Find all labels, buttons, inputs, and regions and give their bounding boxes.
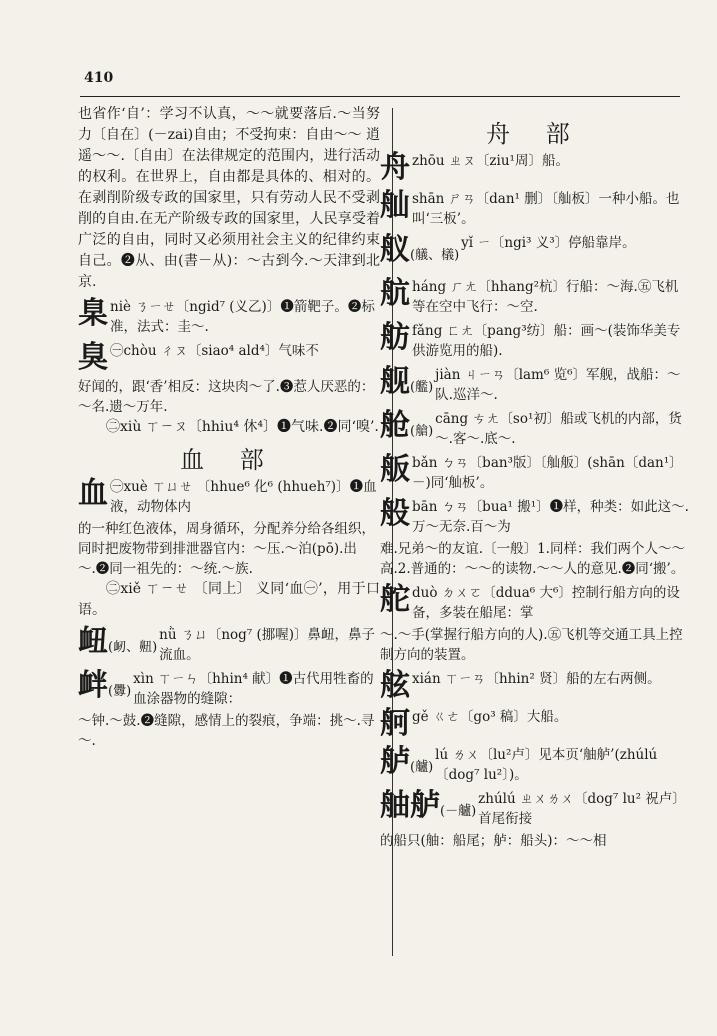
- entry-xin: [78, 669, 380, 709]
- section-title-xue: 血 部: [180, 446, 278, 474]
- definition: yǐ ㄧ〔ngi³ 义³〕停船靠岸。: [461, 235, 636, 251]
- headword: 舫: [380, 320, 410, 355]
- definition: duò ㄉㄨㄛ〔ddua⁶ 大⁶〕控制行船方向的设备，多装在船尾：掌: [412, 585, 680, 621]
- headword: 舨: [380, 452, 410, 487]
- variant-forms: (－艫): [440, 804, 477, 819]
- headword: 臬: [78, 296, 108, 331]
- headword: 臭: [78, 340, 108, 375]
- entry-xue: [78, 477, 380, 517]
- entry-yi: [380, 233, 690, 273]
- entry-hang: [380, 277, 690, 317]
- definition: jiàn ㄐㄧㄢ〔lam⁶ 览⁶〕军舰，战船：～队.巡洋～.: [435, 367, 681, 403]
- definition: zhōu ㄓㄡ〔ziu¹周〕船。: [412, 153, 569, 169]
- entry-ge: [380, 707, 690, 741]
- left-column: [78, 104, 380, 751]
- definition: ㊀chòu ㄔㄡ〔siao⁴ ald⁴〕气味不: [110, 343, 319, 359]
- definition: gě ㄍㄜ〔go³ 稿〕大船。: [412, 709, 568, 725]
- definition-continued: 难.兄弟～的友谊.〔一般〕1.同样：我们两个人～～高.2.普通的：～～的读物.～～人的意见.❷同‘搬’。: [380, 541, 685, 577]
- definition: xián ㄒㄧㄢ〔hhin² 贤〕船的左右两侧。: [412, 671, 661, 687]
- section-title-zhou: 舟 部: [486, 120, 584, 148]
- definition: xìn ㄒㄧㄣ〔hhin⁴ 献〕❶古代用牲畜的血涂器物的缝隙：: [133, 671, 374, 707]
- right-column: [380, 104, 690, 851]
- entry-xiu: ㊁xiù ㄒㄧㄡ〔hhiu⁴ 休⁴〕❶气味.❷同‘嗅’.: [106, 419, 379, 435]
- entry-zhou: [380, 151, 690, 185]
- headword: 舻(艫): [380, 744, 434, 779]
- entry-nie: [78, 297, 380, 337]
- definition-continued: ～钟.～鼓.❷缝隙，感情上的裂痕，争端：挑～.寻～.: [78, 713, 375, 749]
- headword: 舱(艙): [380, 408, 434, 443]
- variant-forms: (釁): [108, 684, 132, 699]
- definition: lú ㄌㄨ〔lu²卢〕见本页‘舳舻’(zhúlú〔dog⁷ lu²〕)。: [435, 747, 658, 783]
- definition: fǎng ㄈㄤ〔pang³纺〕船：画～(装饰华美专供游览用的船).: [412, 323, 681, 359]
- entry-nu: [78, 625, 380, 665]
- variant-forms: (艤、檥): [410, 248, 460, 263]
- definition: shān ㄕㄢ〔dan¹ 删〕〔舢板〕一种小船。也叫‘三板’。: [412, 191, 680, 227]
- definition: zhúlú ㄓㄨㄌㄨ〔dog⁷ lu² 祝卢〕首尾衔接: [478, 791, 686, 827]
- headword: 舸: [380, 706, 410, 741]
- headword: 舷: [380, 668, 410, 703]
- headword: 舢: [380, 188, 410, 223]
- definition: niè ㄋㄧㄝ〔ngid⁷ (义乙)〕❶箭靶子。❷标准，法式：圭～.: [110, 299, 375, 335]
- entry-fang: [380, 321, 690, 361]
- entry-cang: [380, 409, 690, 449]
- entry-jian: [380, 365, 690, 405]
- definition: bān ㄅㄢ〔bua¹ 搬¹〕❶样，种类：如此这～.万～无奈.百～为: [412, 499, 689, 535]
- headword: 血: [78, 476, 108, 511]
- headword: 衅(釁): [78, 668, 132, 703]
- definition: nǜ ㄋㄩ〔nog⁷ (挪喔)〕鼻衄，鼻子流血。: [159, 627, 376, 663]
- entry-chou: [78, 341, 380, 375]
- entry-zhulu: [380, 789, 690, 829]
- entry-xie: ㊁xiě ㄒㄧㄝ 〔同上〕 义同‘血㊀’，用于口语。: [78, 581, 380, 618]
- entry-ban2: [380, 497, 690, 537]
- entry-xian: [380, 669, 690, 703]
- headword: 航: [380, 276, 410, 311]
- entry-continuation: 也省作‘自’：学习不认真，～～就要落后.～当努力〔自在〕(－zai)自由；不受拘束：自由～～ 逍遥～～.〔自由〕在法律规定的范围内，进行活动的权利。在世界上，自由都是具体的、相对的。在剥削阶级专政的国家里，只有劳动人民不受剥削的自由.在无产阶级专政的国家里，人民享受着广泛的自由，同时又必须用社会主义的纪律约束自己。❷从、由(書－从)：～古到今.～天津到北京.: [78, 106, 380, 290]
- definition-continued: 的一种红色液体，周身循环，分配养分给各组织，同时把废物带到排泄器官内：～压.～泊(pō).出～.❷同一祖先的：～统.～族.: [78, 521, 375, 577]
- variant-forms: (衂、䶊): [108, 640, 158, 655]
- headword: 舟: [380, 150, 410, 185]
- definition: ㊀xuè ㄒㄩㄝ 〔hhue⁶ 化⁶ (hhueh⁷)〕❶血液，动物体内: [110, 479, 377, 515]
- top-rule: [80, 96, 680, 97]
- entry-lu: [380, 745, 690, 785]
- definition-continued: 好闻的，跟‘香’相反：这块肉～了.❸惹人厌恶的：～名.遗～万年.: [78, 379, 375, 415]
- headword: 舣(艤、檥): [380, 232, 460, 267]
- headword: 舳舻(－艫): [380, 788, 477, 823]
- definition-continued: ～.～手(掌握行船方向的人).㊄飞机等交通工具上控制方向的装置。: [380, 627, 683, 663]
- definition: háng ㄏㄤ〔hhang²杭〕行船：～海.㊄飞机等在空中飞行：～空.: [412, 279, 679, 315]
- variant-forms: (艙): [410, 424, 434, 439]
- entry-shan: [380, 189, 690, 229]
- definition: bǎn ㄅㄢ〔ban³版〕〔舢舨〕(shān〔dan¹〕－)同‘舢板’。: [412, 455, 683, 491]
- definition: cāng ㄘㄤ〔so¹初〕船或飞机的内部，货～.客～.底～.: [435, 411, 682, 447]
- headword: 舵: [380, 582, 410, 617]
- headword: 般: [380, 496, 410, 531]
- headword: 衄(衂、䶊): [78, 624, 158, 659]
- entry-duo: [380, 583, 690, 623]
- variant-forms: (艫): [410, 760, 434, 775]
- page-number: 410: [84, 70, 114, 86]
- headword: 舰(艦): [380, 364, 434, 399]
- entry-ban: [380, 453, 690, 493]
- definition-continued: 的船只(舳：船尾；舻：船头)：～～相: [380, 833, 607, 849]
- variant-forms: (艦): [410, 380, 434, 395]
